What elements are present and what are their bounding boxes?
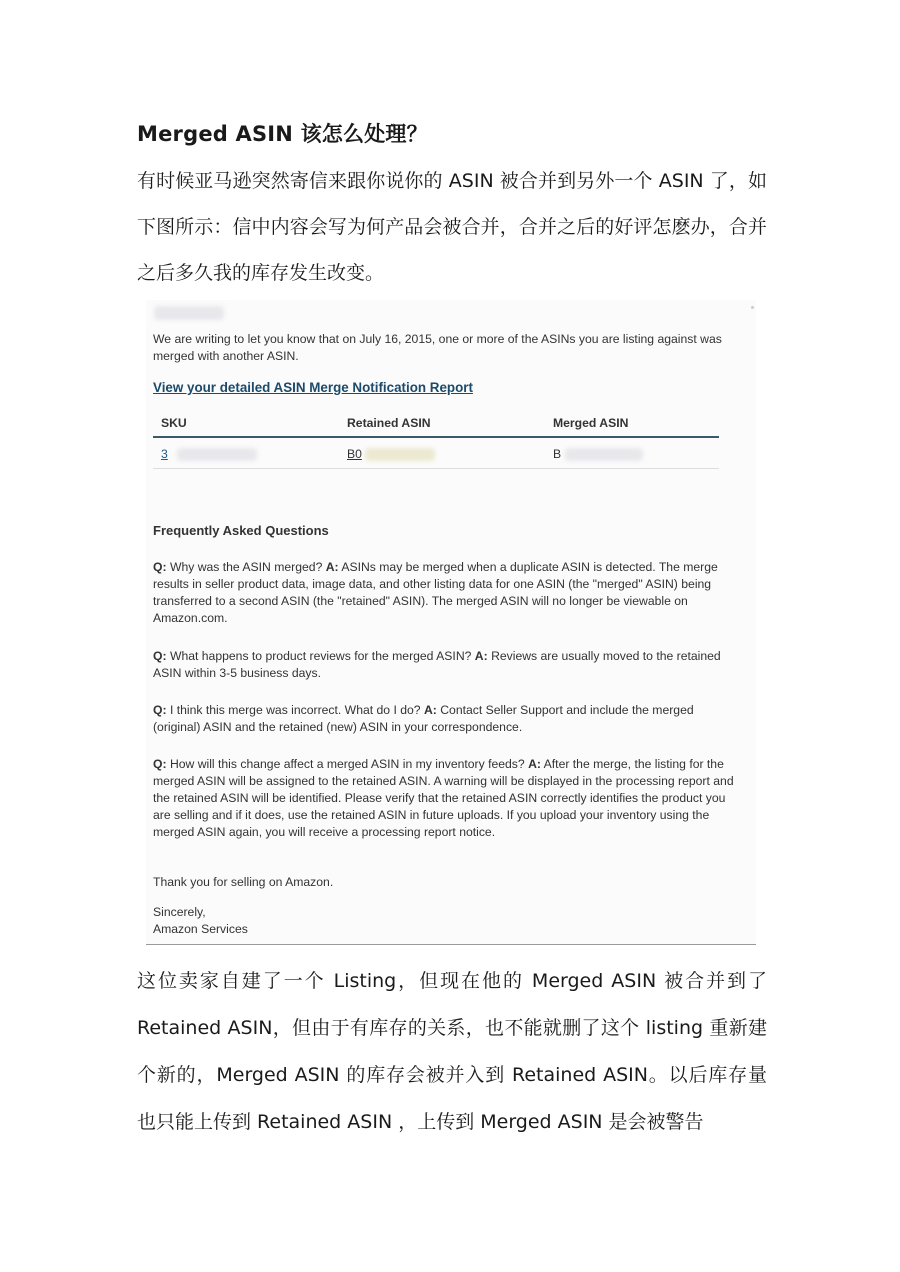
page-title: Merged ASIN 该怎么处理？ bbox=[137, 122, 428, 146]
merged-asin-value: B bbox=[553, 447, 562, 461]
header-merged-asin: Merged ASIN bbox=[545, 410, 719, 437]
faq-answer: After the merge, the listing for the merged ASIN will be assigned to the retained ASIN. A warning will be displayed in the processing report and the retained ASIN will be identified. Please verify that the retained ASIN correctly identifies the product you are selling and if it does, use the retained ASIN in future uploads. If you upload your inventory using the merged ASIN again, you will receive a processing report notice. bbox=[153, 757, 734, 839]
faq-item bbox=[153, 648, 743, 682]
merge-notice: We are writing to let you know that on July 16, 2015, one or more of the ASINs you are listing against was merged with another ASIN. bbox=[153, 332, 722, 363]
merged-asin-cell bbox=[545, 437, 719, 469]
thanks-line: Thank you for selling on Amazon. bbox=[153, 875, 334, 889]
sku-cell bbox=[153, 437, 339, 469]
faq-item bbox=[153, 756, 743, 841]
a-label: A: bbox=[325, 560, 339, 574]
decorative-dot bbox=[751, 306, 754, 309]
q-label: Q: bbox=[153, 757, 167, 771]
a-label: A: bbox=[474, 649, 488, 663]
signature-line: Amazon Services bbox=[153, 922, 248, 936]
q-label: Q: bbox=[153, 703, 167, 717]
redacted-sku bbox=[177, 448, 257, 461]
closing-line: Sincerely, bbox=[153, 905, 206, 919]
merge-table bbox=[153, 410, 719, 469]
faq-answer: Contact Seller Support and include the merged (original) ASIN and the retained (new) ASIN in your correspondence. bbox=[153, 703, 694, 734]
retained-asin-value: B0 bbox=[347, 447, 362, 461]
faq-title: Frequently Asked Questions bbox=[153, 523, 329, 538]
header-sku: SKU bbox=[153, 410, 339, 437]
faq-question: Why was the ASIN merged? bbox=[169, 560, 323, 574]
intro-paragraph: 有时候亚马逊突然寄信来跟你说你的 ASIN 被合并到另外一个 ASIN 了，如下图所示：信中内容会写为何产品会被合并，合并之后的好评怎麽办，合并之后多久我的库存发生改变。 bbox=[137, 170, 767, 284]
email-screenshot bbox=[146, 300, 756, 945]
a-label: A: bbox=[423, 703, 437, 717]
redacted-sender bbox=[154, 306, 224, 320]
retained-asin-cell bbox=[339, 437, 545, 469]
header-retained-asin: Retained ASIN bbox=[339, 410, 545, 437]
faq-item bbox=[153, 702, 743, 736]
faq-answer: Reviews are usually moved to the retained ASIN within 3-5 business days. bbox=[153, 649, 721, 680]
table-row bbox=[153, 437, 719, 469]
faq-question: What happens to product reviews for the merged ASIN? bbox=[169, 649, 472, 663]
redacted-merged-asin bbox=[565, 448, 643, 461]
faq-question: I think this merge was incorrect. What do I do? bbox=[169, 703, 421, 717]
a-label: A: bbox=[528, 757, 541, 771]
outro-paragraph: 这位卖家自建了一个 Listing，但现在他的 Merged ASIN 被合并到了 Retained ASIN，但由于有库存的关系，也不能就删了这个 listing 重新建个新的，Merged ASIN 的库存会被并入到 Retained ASIN。以后库存量也只能上传到 Retained ASIN ，上传到 Merged ASIN 是会被警告 bbox=[137, 970, 767, 1133]
faq-question: How will this change affect a merged ASIN in my inventory feeds? bbox=[169, 757, 525, 771]
faq-item bbox=[153, 559, 743, 627]
q-label: Q: bbox=[153, 649, 167, 663]
redacted-retained-asin bbox=[365, 448, 435, 461]
report-link[interactable]: View your detailed ASIN Merge Notification Report bbox=[153, 380, 473, 395]
faq-answer: ASINs may be merged when a duplicate ASIN is detected. The merge results in seller product data, image data, and other listing data for one ASIN (the "merged" ASIN) being transferred to a second ASIN (the "retained" ASIN). The merged ASIN will no longer be viewable on Amazon.com. bbox=[153, 560, 718, 625]
sku-link[interactable]: 3 bbox=[161, 447, 168, 461]
q-label: Q: bbox=[153, 560, 167, 574]
